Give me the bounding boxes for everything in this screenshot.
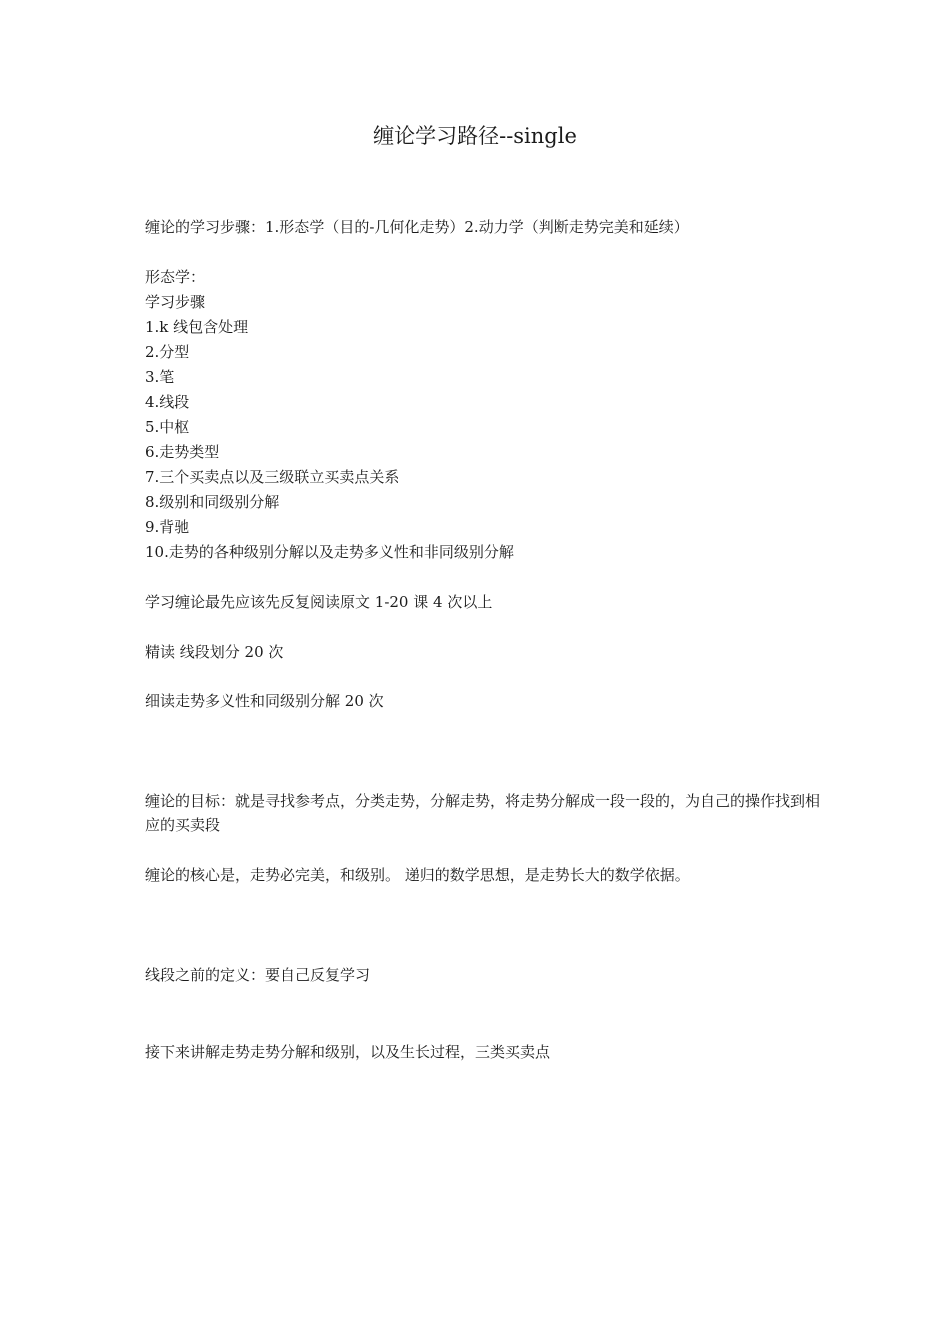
list-item-step-9: 9.背驰 (145, 518, 190, 536)
list-item-step-1: 1.k 线包含处理 (145, 318, 249, 336)
list-item-step-5: 5.中枢 (145, 418, 190, 436)
list-item-step-3: 3.笔 (145, 368, 175, 386)
next-topic: 接下来讲解走势走势分解和级别，以及生长过程，三类买卖点 (145, 1043, 551, 1061)
core-paragraph: 缠论的核心是，走势必完美，和级别。 递归的数学思想，是走势长大的数学依据。 (145, 866, 690, 884)
document-title: 缠论学习路径--single (373, 124, 577, 148)
list-item-step-7: 7.三个买卖点以及三级联立买卖点关系 (145, 468, 400, 486)
intro-paragraph: 缠论的学习步骤：1.形态学（目的-几何化走势）2.动力学（判断走势完美和延续） (145, 218, 689, 236)
list-item-step-6: 6.走势类型 (145, 443, 220, 461)
segment-definition: 线段之前的定义：要自己反复学习 (145, 966, 371, 984)
goal-paragraph: 缠论的目标：就是寻找参考点，分类走势，分解走势，将走势分解成一段一段的，为自己的操作找到相应的买卖段 (145, 792, 821, 834)
list-item-step-2: 2.分型 (145, 343, 190, 361)
list-item-step-10: 10.走势的各种级别分解以及走势多义性和非同级别分解 (145, 543, 514, 561)
morphology-heading: 形态学： (145, 268, 206, 286)
detailed-reading: 细读走势多义性和同级别分解 20 次 (145, 692, 384, 710)
list-item-step-8: 8.级别和同级别分解 (145, 493, 280, 511)
steps-heading: 学习步骤 (145, 293, 206, 311)
list-item-step-4: 4.线段 (145, 393, 190, 411)
intensive-reading: 精读 线段划分 20 次 (145, 643, 284, 661)
reading-advice: 学习缠论最先应该先反复阅读原文 1-20 课 4 次以上 (145, 593, 493, 611)
